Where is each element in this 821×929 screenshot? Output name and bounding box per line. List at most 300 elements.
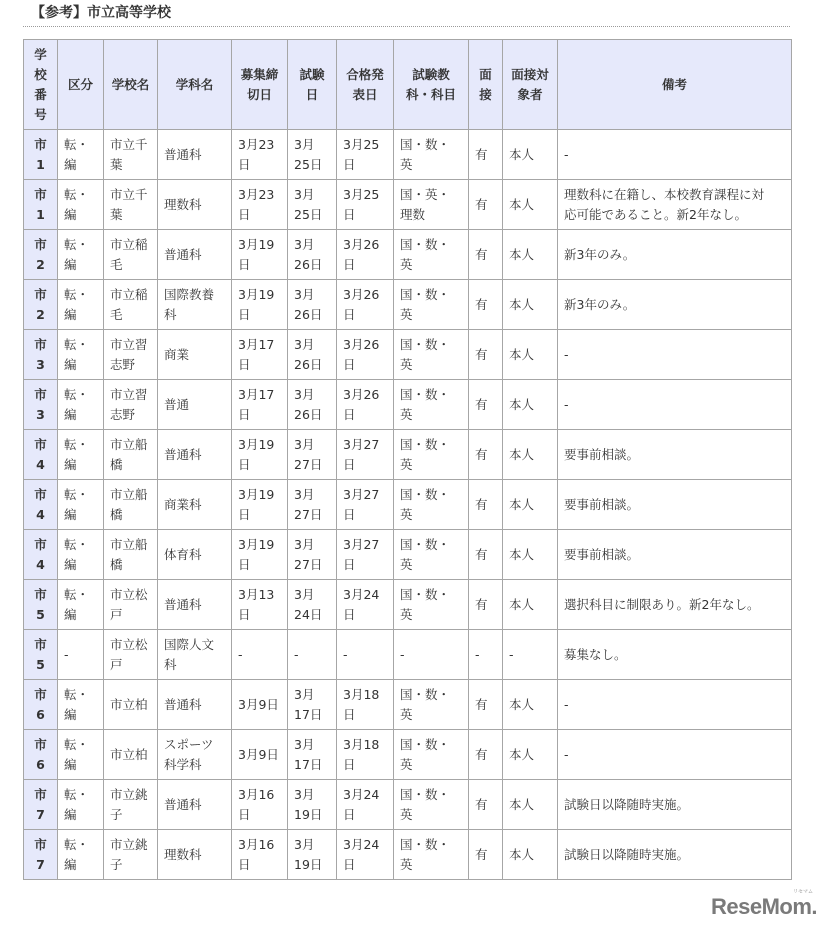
cell-text: 葉	[110, 156, 123, 172]
cell-text: 17日	[294, 706, 323, 722]
cell-text: 3月	[294, 336, 315, 352]
cell-text: 3月26	[343, 336, 380, 352]
cell-text: 本人	[509, 796, 535, 812]
cell-exam-subjects	[394, 480, 469, 530]
cell-course-name	[158, 680, 232, 730]
cell-text: 転・	[64, 236, 90, 252]
cell-application-deadline	[232, 330, 288, 380]
cell-school-number	[24, 780, 58, 830]
cell-text: 国・数・	[400, 786, 451, 802]
cell-text: 普通科	[164, 446, 202, 462]
cell-interview	[469, 430, 503, 480]
cell-application-deadline	[232, 780, 288, 830]
cell-text: 日	[238, 256, 251, 272]
header-text: 表日	[352, 86, 378, 102]
cell-course-name	[158, 280, 232, 330]
cell-text: 国際教養	[164, 286, 215, 302]
cell-exam-subjects	[394, 130, 469, 180]
cell-category	[58, 430, 104, 480]
cell-notes	[558, 530, 792, 580]
cell-text: 試験日以降随時実施。	[564, 846, 690, 862]
cell-category	[58, 780, 104, 830]
cell-text: 市立松	[110, 636, 148, 652]
header-text: 象者	[517, 86, 543, 102]
cell-exam-subjects	[394, 330, 469, 380]
cell-text: 日	[238, 456, 251, 472]
cell-text: 英	[400, 406, 413, 422]
cell-result-date	[337, 430, 394, 480]
cell-text: 市	[34, 386, 47, 402]
cell-text: 本人	[509, 346, 535, 362]
cell-text: 3月18	[343, 686, 380, 702]
cell-text: 日	[343, 406, 356, 422]
cell-category	[58, 380, 104, 430]
cell-text: 本人	[509, 596, 535, 612]
header-text: 試験教	[412, 66, 450, 82]
cell-text: 英	[400, 506, 413, 522]
cell-text: 要事前相談。	[564, 446, 640, 462]
cell-text: 編	[64, 356, 77, 372]
cell-text: 本人	[509, 296, 535, 312]
cell-text: 国・数・	[400, 686, 451, 702]
cell-course-name	[158, 180, 232, 230]
header-text: 接	[479, 86, 492, 102]
cell-text: 有	[475, 446, 488, 462]
header-text: 試験	[299, 66, 325, 82]
cell-text: 市立柏	[110, 746, 148, 762]
cell-text: 日	[238, 356, 251, 372]
table-row	[24, 630, 792, 680]
cell-application-deadline	[232, 530, 288, 580]
cell-school-name	[104, 680, 158, 730]
cell-text: 市	[34, 836, 47, 852]
cell-text: 27日	[294, 456, 323, 472]
header-course-name	[158, 40, 232, 130]
cell-exam-subjects	[394, 230, 469, 280]
cell-category	[58, 480, 104, 530]
cell-text: 3月19	[238, 436, 275, 452]
cell-text: 市立船	[110, 486, 148, 502]
cell-text: 戸	[110, 656, 123, 672]
table-body	[24, 130, 792, 880]
cell-school-name	[104, 530, 158, 580]
cell-text: 3月9日	[238, 696, 279, 712]
cell-text: 2	[36, 256, 45, 272]
cell-text: 日	[238, 856, 251, 872]
table-row	[24, 280, 792, 330]
cell-text: 3月26	[343, 286, 380, 302]
cell-text: -	[564, 746, 569, 762]
cell-text: 6	[36, 756, 45, 772]
cell-text: 3月	[294, 836, 315, 852]
cell-text: 市	[34, 136, 47, 152]
cell-text: 英	[400, 456, 413, 472]
cell-school-number	[24, 480, 58, 530]
cell-text: 有	[475, 596, 488, 612]
cell-text: 2	[36, 306, 45, 322]
cell-interviewee	[503, 330, 558, 380]
cell-text: 3月25	[343, 186, 380, 202]
cell-category	[58, 680, 104, 730]
cell-exam-date	[288, 430, 337, 480]
cell-text: 日	[343, 706, 356, 722]
header-result-date	[337, 40, 394, 130]
header-school-number	[24, 40, 58, 130]
cell-result-date	[337, 130, 394, 180]
table-row	[24, 380, 792, 430]
cell-text: 有	[475, 546, 488, 562]
cell-text: -	[564, 146, 569, 162]
cell-text: -	[564, 696, 569, 712]
cell-text: 普通科	[164, 146, 202, 162]
cell-text: 27日	[294, 556, 323, 572]
cell-interview	[469, 730, 503, 780]
cell-result-date	[337, 680, 394, 730]
cell-text: 本人	[509, 246, 535, 262]
cell-text: 転・	[64, 286, 90, 302]
cell-text: 有	[475, 246, 488, 262]
cell-text: 日	[343, 206, 356, 222]
cell-course-name	[158, 730, 232, 780]
section-heading: 【参考】市立高等学校	[31, 5, 171, 21]
cell-course-name	[158, 580, 232, 630]
cell-text: 7	[36, 806, 45, 822]
cell-application-deadline	[232, 580, 288, 630]
header-application-deadline	[232, 40, 288, 130]
cell-course-name	[158, 230, 232, 280]
cell-text: 戸	[110, 606, 123, 622]
cell-text: 英	[400, 706, 413, 722]
cell-interview	[469, 530, 503, 580]
cell-notes	[558, 780, 792, 830]
cell-text: -	[294, 646, 299, 662]
cell-notes	[558, 130, 792, 180]
cell-text: 日	[343, 856, 356, 872]
cell-text: 26日	[294, 256, 323, 272]
cell-notes	[558, 730, 792, 780]
cell-school-name	[104, 480, 158, 530]
cell-text: 転・	[64, 586, 90, 602]
cell-course-name	[158, 130, 232, 180]
header-text: 学校名	[111, 76, 150, 92]
cell-category	[58, 580, 104, 630]
cell-text: 市立船	[110, 536, 148, 552]
cell-text: 葉	[110, 206, 123, 222]
cell-text: 5	[36, 606, 45, 622]
cell-text: 市	[34, 186, 47, 202]
cell-text: 日	[343, 756, 356, 772]
cell-category	[58, 630, 104, 680]
cell-category	[58, 230, 104, 280]
header-interviewee	[503, 40, 558, 130]
cell-text: 本人	[509, 546, 535, 562]
cell-text: 有	[475, 796, 488, 812]
header-text: 校	[34, 66, 47, 82]
cell-text: 編	[64, 256, 77, 272]
cell-text: -	[564, 346, 569, 362]
cell-text: 本人	[509, 496, 535, 512]
cell-text: 子	[110, 856, 123, 872]
header-exam-date	[288, 40, 337, 130]
cell-exam-subjects	[394, 630, 469, 680]
cell-school-name	[104, 330, 158, 380]
cell-text: 3月27	[343, 536, 380, 552]
cell-school-number	[24, 280, 58, 330]
cell-result-date	[337, 230, 394, 280]
cell-text: 国・数・	[400, 736, 451, 752]
cell-interviewee	[503, 780, 558, 830]
cell-text: 市	[34, 786, 47, 802]
cell-text: -	[343, 646, 348, 662]
cell-result-date	[337, 580, 394, 630]
cell-school-number	[24, 830, 58, 880]
cell-notes	[558, 580, 792, 630]
cell-result-date	[337, 330, 394, 380]
cell-text: 6	[36, 706, 45, 722]
table-row	[24, 680, 792, 730]
cell-interview	[469, 480, 503, 530]
cell-application-deadline	[232, 280, 288, 330]
cell-text: -	[509, 646, 514, 662]
cell-text: 3月26	[343, 386, 380, 402]
cell-school-number	[24, 180, 58, 230]
header-text: 学	[34, 46, 47, 62]
cell-exam-subjects	[394, 530, 469, 580]
cell-text: -	[400, 646, 405, 662]
cell-text: 市立銚	[110, 836, 148, 852]
cell-exam-date	[288, 180, 337, 230]
cell-notes	[558, 380, 792, 430]
cell-text: 転・	[64, 836, 90, 852]
cell-text: 英	[400, 556, 413, 572]
cell-exam-date	[288, 230, 337, 280]
header-text: 募集締	[240, 66, 279, 82]
cell-exam-date	[288, 780, 337, 830]
cell-text: 市	[34, 486, 47, 502]
cell-notes	[558, 830, 792, 880]
cell-text: 普通科	[164, 696, 202, 712]
cell-text: 市立千	[110, 186, 148, 202]
cell-text: 有	[475, 746, 488, 762]
cell-text: 本人	[509, 746, 535, 762]
cell-category	[58, 130, 104, 180]
cell-result-date	[337, 480, 394, 530]
cell-text: 新3年のみ。	[564, 296, 636, 312]
cell-result-date	[337, 180, 394, 230]
cell-school-number	[24, 380, 58, 430]
cell-text: 3月13	[238, 586, 275, 602]
cell-text: 市	[34, 586, 47, 602]
cell-interview	[469, 780, 503, 830]
table-row	[24, 830, 792, 880]
cell-text: 3月	[294, 186, 315, 202]
cell-text: 日	[238, 306, 251, 322]
cell-interviewee	[503, 730, 558, 780]
cell-text: 市	[34, 636, 47, 652]
cell-category	[58, 530, 104, 580]
cell-text: 編	[64, 206, 77, 222]
cell-interview	[469, 180, 503, 230]
cell-text: 転・	[64, 186, 90, 202]
cell-text: 3月25	[343, 136, 380, 152]
header-text: 日	[305, 86, 319, 102]
cell-text: 日	[343, 306, 356, 322]
cell-text: 本人	[509, 446, 535, 462]
cell-result-date	[337, 530, 394, 580]
cell-text: 27日	[294, 506, 323, 522]
table-row	[24, 780, 792, 830]
cell-school-name	[104, 830, 158, 880]
cell-text: 3月	[294, 436, 315, 452]
cell-text: 5	[36, 656, 45, 672]
cell-text: 3月	[294, 786, 315, 802]
header-exam-subjects	[394, 40, 469, 130]
cell-text: 日	[238, 206, 251, 222]
cell-text: 17日	[294, 756, 323, 772]
cell-text: 市	[34, 286, 47, 302]
cell-interviewee	[503, 280, 558, 330]
cell-exam-subjects	[394, 380, 469, 430]
cell-school-name	[104, 780, 158, 830]
cell-exam-subjects	[394, 730, 469, 780]
cell-school-number	[24, 630, 58, 680]
resemom-logo	[711, 889, 818, 920]
table-row	[24, 130, 792, 180]
cell-exam-date	[288, 680, 337, 730]
cell-text: 3月	[294, 286, 315, 302]
table-row	[24, 530, 792, 580]
cell-category	[58, 730, 104, 780]
cell-school-name	[104, 380, 158, 430]
cell-text: 編	[64, 806, 77, 822]
cell-text: 英	[400, 356, 413, 372]
header-category	[58, 40, 104, 130]
logo-ruby: リセマム	[793, 889, 814, 895]
cell-exam-date	[288, 480, 337, 530]
header-text: 切日	[246, 86, 272, 102]
cell-text: 有	[475, 696, 488, 712]
cell-text: 普通科	[164, 796, 202, 812]
header-text: 区分	[67, 76, 93, 92]
cell-text: 英	[400, 856, 413, 872]
cell-interview	[469, 230, 503, 280]
cell-text: 3月	[294, 386, 315, 402]
cell-interviewee	[503, 180, 558, 230]
cell-text: 有	[475, 846, 488, 862]
table-row	[24, 180, 792, 230]
transfer-exam-table	[23, 39, 792, 880]
cell-text: 市立習	[110, 336, 148, 352]
cell-school-name	[104, 230, 158, 280]
cell-text: 選択科目に制限あり。新2年なし。	[564, 596, 760, 612]
cell-text: 転・	[64, 386, 90, 402]
cell-application-deadline	[232, 180, 288, 230]
cell-text: 市	[34, 236, 47, 252]
cell-text: 本人	[509, 696, 535, 712]
header-school-name	[104, 40, 158, 130]
cell-text: 市	[34, 336, 47, 352]
cell-result-date	[337, 830, 394, 880]
cell-text: 編	[64, 506, 77, 522]
cell-text: 毛	[110, 306, 123, 322]
cell-text: 編	[64, 306, 77, 322]
cell-school-number	[24, 580, 58, 630]
cell-text: 国・数・	[400, 536, 451, 552]
cell-text: 1	[36, 206, 45, 222]
cell-text: 日	[238, 806, 251, 822]
cell-text: 3月	[294, 136, 315, 152]
dotted-divider	[23, 26, 790, 27]
cell-text: 編	[64, 756, 77, 772]
cell-text: 普通科	[164, 246, 202, 262]
cell-text: 橋	[110, 506, 123, 522]
cell-exam-date	[288, 280, 337, 330]
cell-notes	[558, 180, 792, 230]
cell-school-number	[24, 530, 58, 580]
cell-text: 市	[34, 736, 47, 752]
cell-text: 英	[400, 756, 413, 772]
cell-interviewee	[503, 580, 558, 630]
cell-text: 日	[343, 806, 356, 822]
cell-text: 3月19	[238, 536, 275, 552]
cell-text: 要事前相談。	[564, 496, 640, 512]
cell-application-deadline	[232, 730, 288, 780]
cell-text: -	[475, 646, 480, 662]
cell-text: 3	[36, 356, 45, 372]
cell-text: 日	[238, 156, 251, 172]
cell-school-name	[104, 430, 158, 480]
cell-exam-date	[288, 830, 337, 880]
cell-text: 日	[343, 606, 356, 622]
cell-school-number	[24, 330, 58, 380]
cell-exam-subjects	[394, 580, 469, 630]
cell-text: 25日	[294, 206, 323, 222]
cell-text: 転・	[64, 336, 90, 352]
cell-text: 1	[36, 156, 45, 172]
table-row	[24, 480, 792, 530]
cell-text: 市立松	[110, 586, 148, 602]
cell-text: 転・	[64, 786, 90, 802]
cell-text: 3月	[294, 236, 315, 252]
table-row	[24, 580, 792, 630]
cell-exam-date	[288, 130, 337, 180]
cell-text: 26日	[294, 356, 323, 372]
cell-school-number	[24, 680, 58, 730]
cell-text: 3月16	[238, 786, 275, 802]
table-header-row	[24, 40, 792, 130]
cell-course-name	[158, 830, 232, 880]
cell-text: 毛	[110, 256, 123, 272]
cell-text: 26日	[294, 406, 323, 422]
cell-text: 日	[343, 506, 356, 522]
cell-notes	[558, 330, 792, 380]
header-text: 科・科目	[405, 86, 456, 102]
cell-text: 体育科	[164, 546, 202, 562]
cell-interviewee	[503, 430, 558, 480]
cell-text: 有	[475, 196, 488, 212]
cell-text: 科学科	[164, 756, 202, 772]
cell-text: 転・	[64, 686, 90, 702]
cell-text: 3月27	[343, 486, 380, 502]
cell-text: 子	[110, 806, 123, 822]
cell-text: 英	[400, 256, 413, 272]
cell-text: 橋	[110, 556, 123, 572]
cell-text: 国・数・	[400, 136, 451, 152]
cell-text: 国・数・	[400, 386, 451, 402]
cell-result-date	[337, 380, 394, 430]
cell-exam-subjects	[394, 180, 469, 230]
cell-text: 3月23	[238, 136, 275, 152]
